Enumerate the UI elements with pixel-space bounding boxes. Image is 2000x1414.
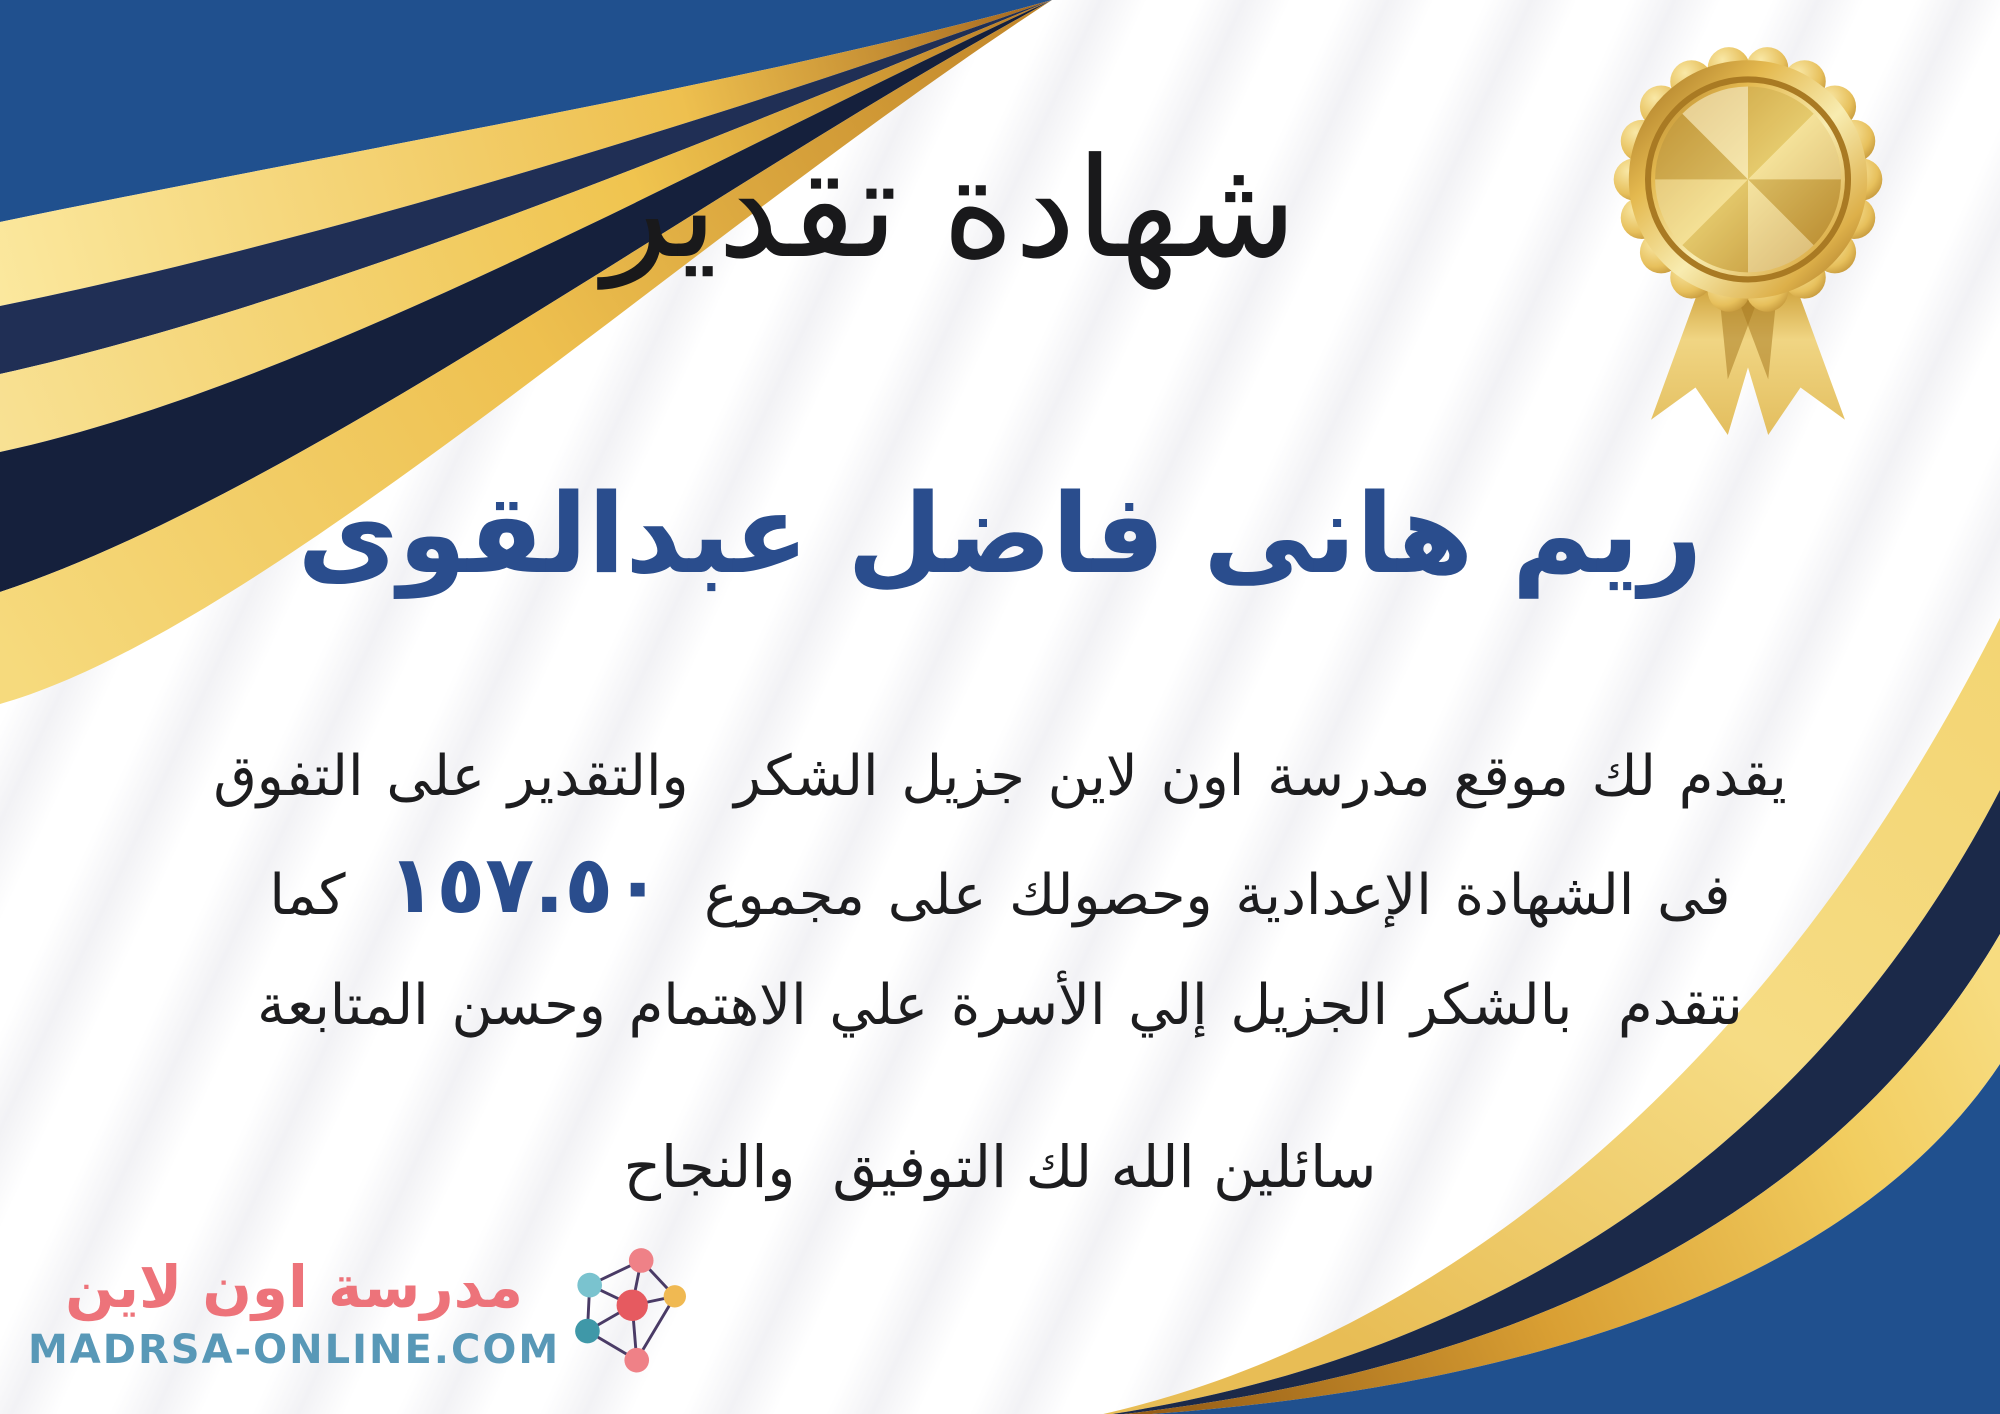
site-logo-text: [28, 1250, 560, 1373]
body-line-3: نتقدم بالشكر الجزيل إلي الأسرة علي الاهتمام وحسن المتابعة: [257, 973, 1743, 1038]
student-name: ريم هانى فاضل عبدالقوى: [297, 470, 1703, 598]
body-line-2-suffix: كما: [269, 863, 346, 928]
logo-arabic-name: مدرسة اون لاين: [65, 1253, 524, 1322]
network-graph-icon: [574, 1242, 686, 1382]
site-logo: [28, 1242, 686, 1382]
certificate-title: شهادة تقدير: [602, 128, 1298, 289]
closing-line: سائلين الله لك التوفيق والنجاح: [623, 1133, 1377, 1201]
certificate-body: [30, 722, 1970, 1061]
body-line-1: يقدم لك موقع مدرسة اون لاين جزيل الشكر والتقدير على التفوق: [213, 744, 1787, 809]
score-value: ١٥٧.٥٠: [387, 838, 663, 931]
body-line-2: [30, 832, 1970, 951]
logo-website-url: MADRSA-ONLINE.COM: [28, 1326, 561, 1373]
body-line-2-prefix: فى الشهادة الإعدادية وحصولك على مجموع: [704, 863, 1731, 928]
gold-medal-icon: [1602, 36, 1894, 440]
